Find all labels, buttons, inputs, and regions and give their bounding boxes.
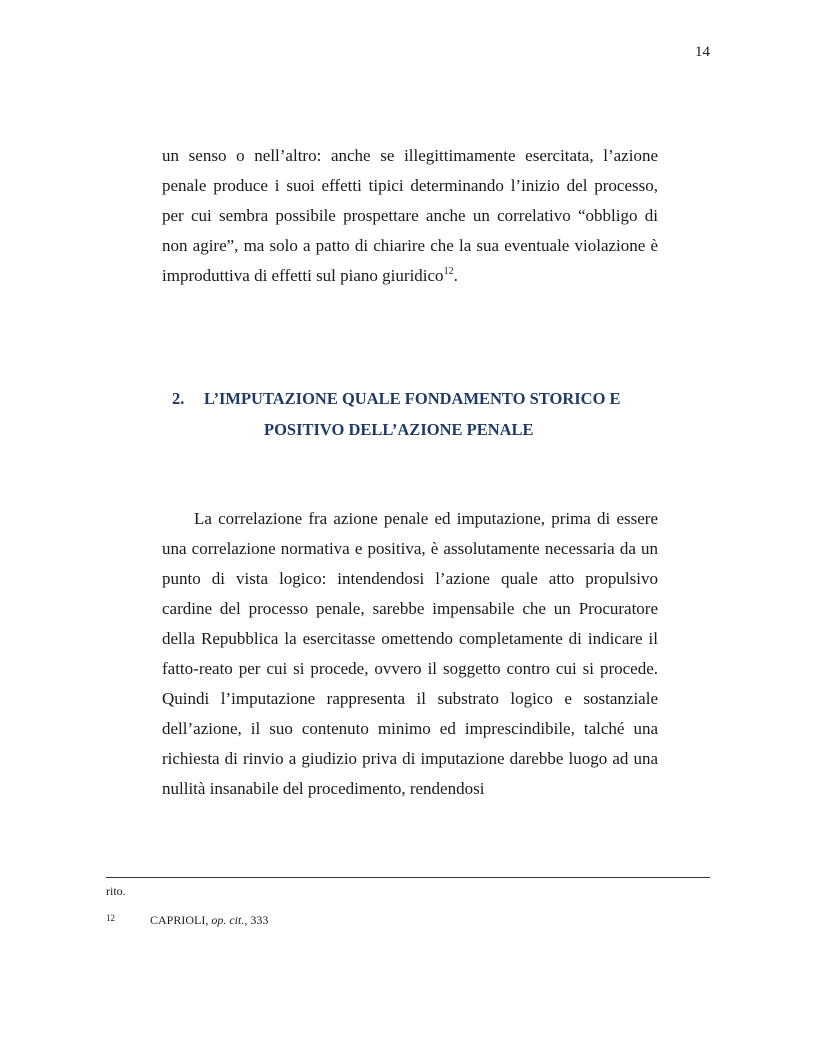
body-paragraph-2: La correlazione fra azione penale ed imputazione, prima di essere una correlazione normativa e positiva, è assolutamente necessaria da un punto di vista logico: intendendosi l’azione quale atto propulsivo cardine del processo penale, sarebbe impensabile che un Procuratore della Repubblica la esercitasse omettendo completamente di indicare il fatto-reato per cui si procede, ovvero il soggetto contro cui si procede. Quindi l’imputazione rappresenta il substrato logico e sostanziale dell’azione, il suo contenuto minimo ed imprescindibile, talché una richiesta di rinvio a giudizio priva di imputazione darebbe luogo ad una nullità insanabile del procedimento, rendendosi xyxy=(162,509,658,798)
paragraph-1-end: . xyxy=(453,266,458,285)
body-paragraph-1 xyxy=(162,141,658,291)
section-title-line-2: POSITIVO DELL’AZIONE PENALE xyxy=(264,420,534,439)
footnote-ref-12[interactable]: 12 xyxy=(443,266,454,277)
footnote-12 xyxy=(106,913,268,928)
footnote-citation: op. cit., xyxy=(211,913,248,927)
section-heading xyxy=(172,383,692,414)
footnote-number: 12 xyxy=(106,913,115,923)
section-title-line-1: L’IMPUTAZIONE QUALE FONDAMENTO STORICO E xyxy=(204,389,621,408)
footnote-continuation: rito. xyxy=(106,884,126,898)
section-number: 2. xyxy=(172,389,185,408)
footnote-author: CAPRIOLI, xyxy=(150,913,212,927)
paragraph-1-text: un senso o nell’altro: anche se illegittimamente esercitata, l’azione penale produce i suoi effetti tipici determinando l’inizio del processo, per cui sembra possibile prospettare anche un correlativo “obbligo di non agire”, ma solo a patto di chiarire che la sua eventuale violazione è improduttiva di effetti sul piano giuridico xyxy=(162,146,658,285)
footnote-page: 333 xyxy=(247,913,269,927)
page-number: 14 xyxy=(695,44,710,60)
footnote-divider xyxy=(106,877,710,878)
